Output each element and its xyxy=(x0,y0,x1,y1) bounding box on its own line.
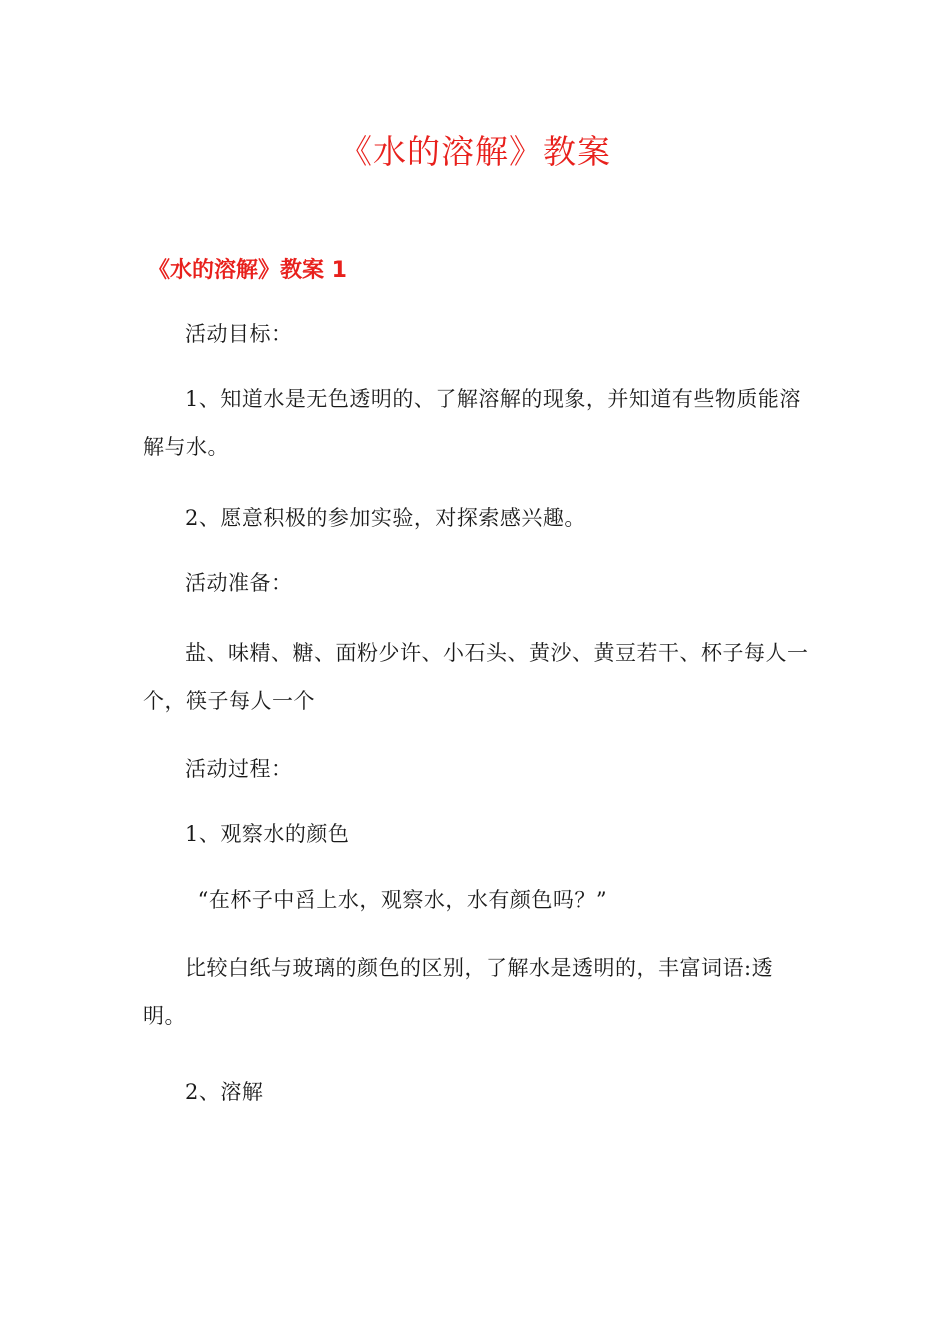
document-title: 《水的溶解》教案 xyxy=(339,132,611,171)
paragraph-step-2: 2、溶解 xyxy=(185,1080,264,1104)
paragraph-activity-goals-heading: 活动目标： xyxy=(185,322,293,346)
paragraph-step-1: 1、观察水的颜色 xyxy=(185,822,350,846)
paragraph-materials: 盐、味精、糖、面粉少许、小石头、黄沙、黄豆若干、杯子每人一个，筷子每人一个 xyxy=(143,641,809,713)
paragraph-compare: 比较白纸与玻璃的颜色的区别，了解水是透明的，丰富词语:透明。 xyxy=(143,956,774,1028)
paragraph-process-heading: 活动过程： xyxy=(185,757,293,781)
paragraph-question: “在杯子中舀上水，观察水，水有颜色吗？” xyxy=(197,888,608,912)
paragraph-goal-2: 2、愿意积极的参加实验，对探索感兴趣。 xyxy=(185,506,586,530)
section-title: 《水的溶解》教案 1 xyxy=(148,258,347,283)
paragraph-preparation-heading: 活动准备： xyxy=(185,571,293,595)
paragraph-goal-1: 1、知道水是无色透明的、了解溶解的现象，并知道有些物质能溶解与水。 xyxy=(143,387,801,459)
